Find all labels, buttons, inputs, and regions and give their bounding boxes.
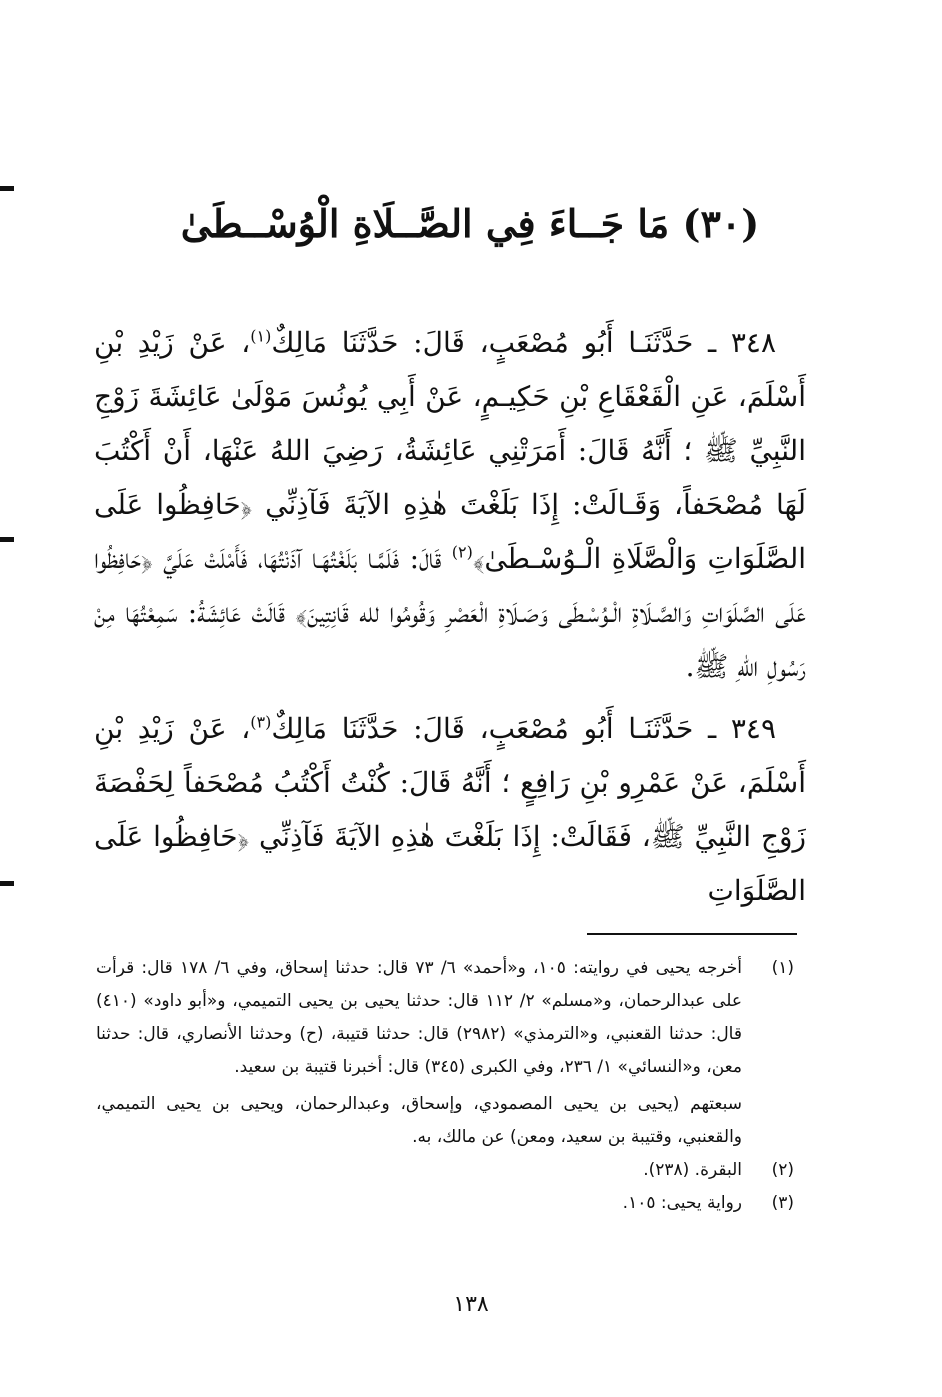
- footnote-ref-1: (١): [250, 326, 272, 346]
- footnote-2: [96, 1154, 794, 1187]
- footnote-number: (٣): [771, 1193, 794, 1213]
- chapter-title: (٣٠) مَا جَــاءَ فِي الصَّــلَاةِ الْوُسْــطَىٰ: [180, 201, 760, 246]
- footnote-1: [96, 952, 794, 1084]
- footnote-ref-3: (٣): [250, 712, 272, 732]
- footnote-text: رواية يحيى: ١٠٥.: [622, 1193, 742, 1213]
- hadith-body: [94, 316, 806, 926]
- footnote-text: أخرجه يحيى في روايته: ١٠٥، و«أحمد» ٦/ ٧٣ قال: حدثنا إسحاق، وفي ٦/ ١٧٨ قال: قرأت على عبدالرحمان، و«مسلم» ٢/ ١١٢ قال: حدثنا يحيى بن يحيى التميمي، و«أبو داود» (٤١٠) قال: حدثنا القعنبي، و«الترمذي» (٢٩٨٢) قال: حدثنا قتيبة، (ح) وحدثنا الأنصاري، قال: حدثنا معن، و«النسائي» ١/ ٢٣٦، وفي الكبرى (٣٤٥) قال: أخبرنا قتيبة بن سعيد.: [96, 958, 742, 1077]
- hadith-349-text-a: ٣٤٩ ـ حَدَّثَنَـا أَبُو مُصْعَبٍ، قَالَ: حَدَّثَنَا مَالِكٌ: [271, 712, 776, 745]
- footnote-ref-2: (٢): [451, 542, 473, 562]
- hadith-348-text-c: قَالَ: فَلَمَّـا بَلَغْتُهَـا آذَنْتُهَا، فَأَمْلَتْ عَلَيَّ ﴿حَافِظُوا عَلَى الصَّلَوَاتِ وَالصَّـلَاةِ الْـوُسْـطَى وَصَـلَاةِ الْعَصْرِ وَقُومُوا لله قَانِتِينَ﴾ قَالَتْ عَائِشَةُ: سَمِعْتُهَا مِنْ رَسُولِ اللهِ ﷺ.: [94, 542, 806, 683]
- hadith-349-text-b: ، عَنْ زَيْدِ بْنِ أَسْلَمَ، عَنْ عَمْرِو بْنِ رَافِعٍ ؛ أَنَّهُ قَالَ: كُنْتُ أَكْتُبُ مُصْحَفاً لِحَفْصَةَ زَوْجِ النَّبِيِّ ﷺ، فَقَالَتْ: إِذَا بَلَغْتَ هٰذِهِ الآيَةَ فَآذِنِّي ﴿حَافِظُوا عَلَى الصَّلَوَاتِ: [94, 712, 806, 907]
- footnote-1-continuation: سبعتهم (يحيى بن يحيى المصمودي، وإسحاق، وعبدالرحمان، ويحيى بن يحيى التميمي، والقعنبي، وقتيبة بن سعيد، ومعن) عن مالك، به.: [96, 1094, 742, 1147]
- hadith-348-text-b: ، عَنْ زَيْدِ بْنِ أَسْلَمَ، عَنِ الْقَعْقَاعِ بْنِ حَكِيـمٍ، عَنْ أَبِي يُونُسَ مَوْلَىٰ عَائِشَةَ زَوْجِ النَّبِيِّ ﷺ ؛ أَنَّهُ قَالَ: أَمَرَتْنِي عَائِشَةُ، رَضِيَ اللهُ عَنْهَا، أَنْ أَكْتُبَ لَهَا مُصْحَفاً، وَقَـالَتْ: إِذَا بَلَغْتَ هٰذِهِ الآيَةَ فَآذِنِّي ﴿حَافِظُوا عَلَى الصَّلَوَاتِ وَالْصَّلَاةِ الْـوُسْـطَىٰ﴾: [94, 326, 807, 575]
- hadith-349: [94, 702, 806, 918]
- page-edge-mark: [0, 881, 14, 886]
- footnote-text: البقرة. (٢٣٨).: [643, 1160, 742, 1180]
- page-edge-mark: [0, 537, 14, 542]
- page-edge-mark: [0, 186, 14, 191]
- hadith-348-text-a: ٣٤٨ ـ حَدَّثَنَـا أَبُو مُصْعَبٍ، قَالَ: حَدَّثَنَا مَالِكٌ: [271, 326, 776, 359]
- footnotes: [96, 952, 794, 1220]
- hadith-348: [94, 316, 806, 694]
- footnote-3: [96, 1187, 794, 1220]
- footnote-separator: [587, 933, 797, 935]
- page-number: ١٣٨: [453, 1292, 489, 1317]
- footnote-number: (٢): [771, 1160, 794, 1180]
- footnote-number: (١): [771, 958, 794, 978]
